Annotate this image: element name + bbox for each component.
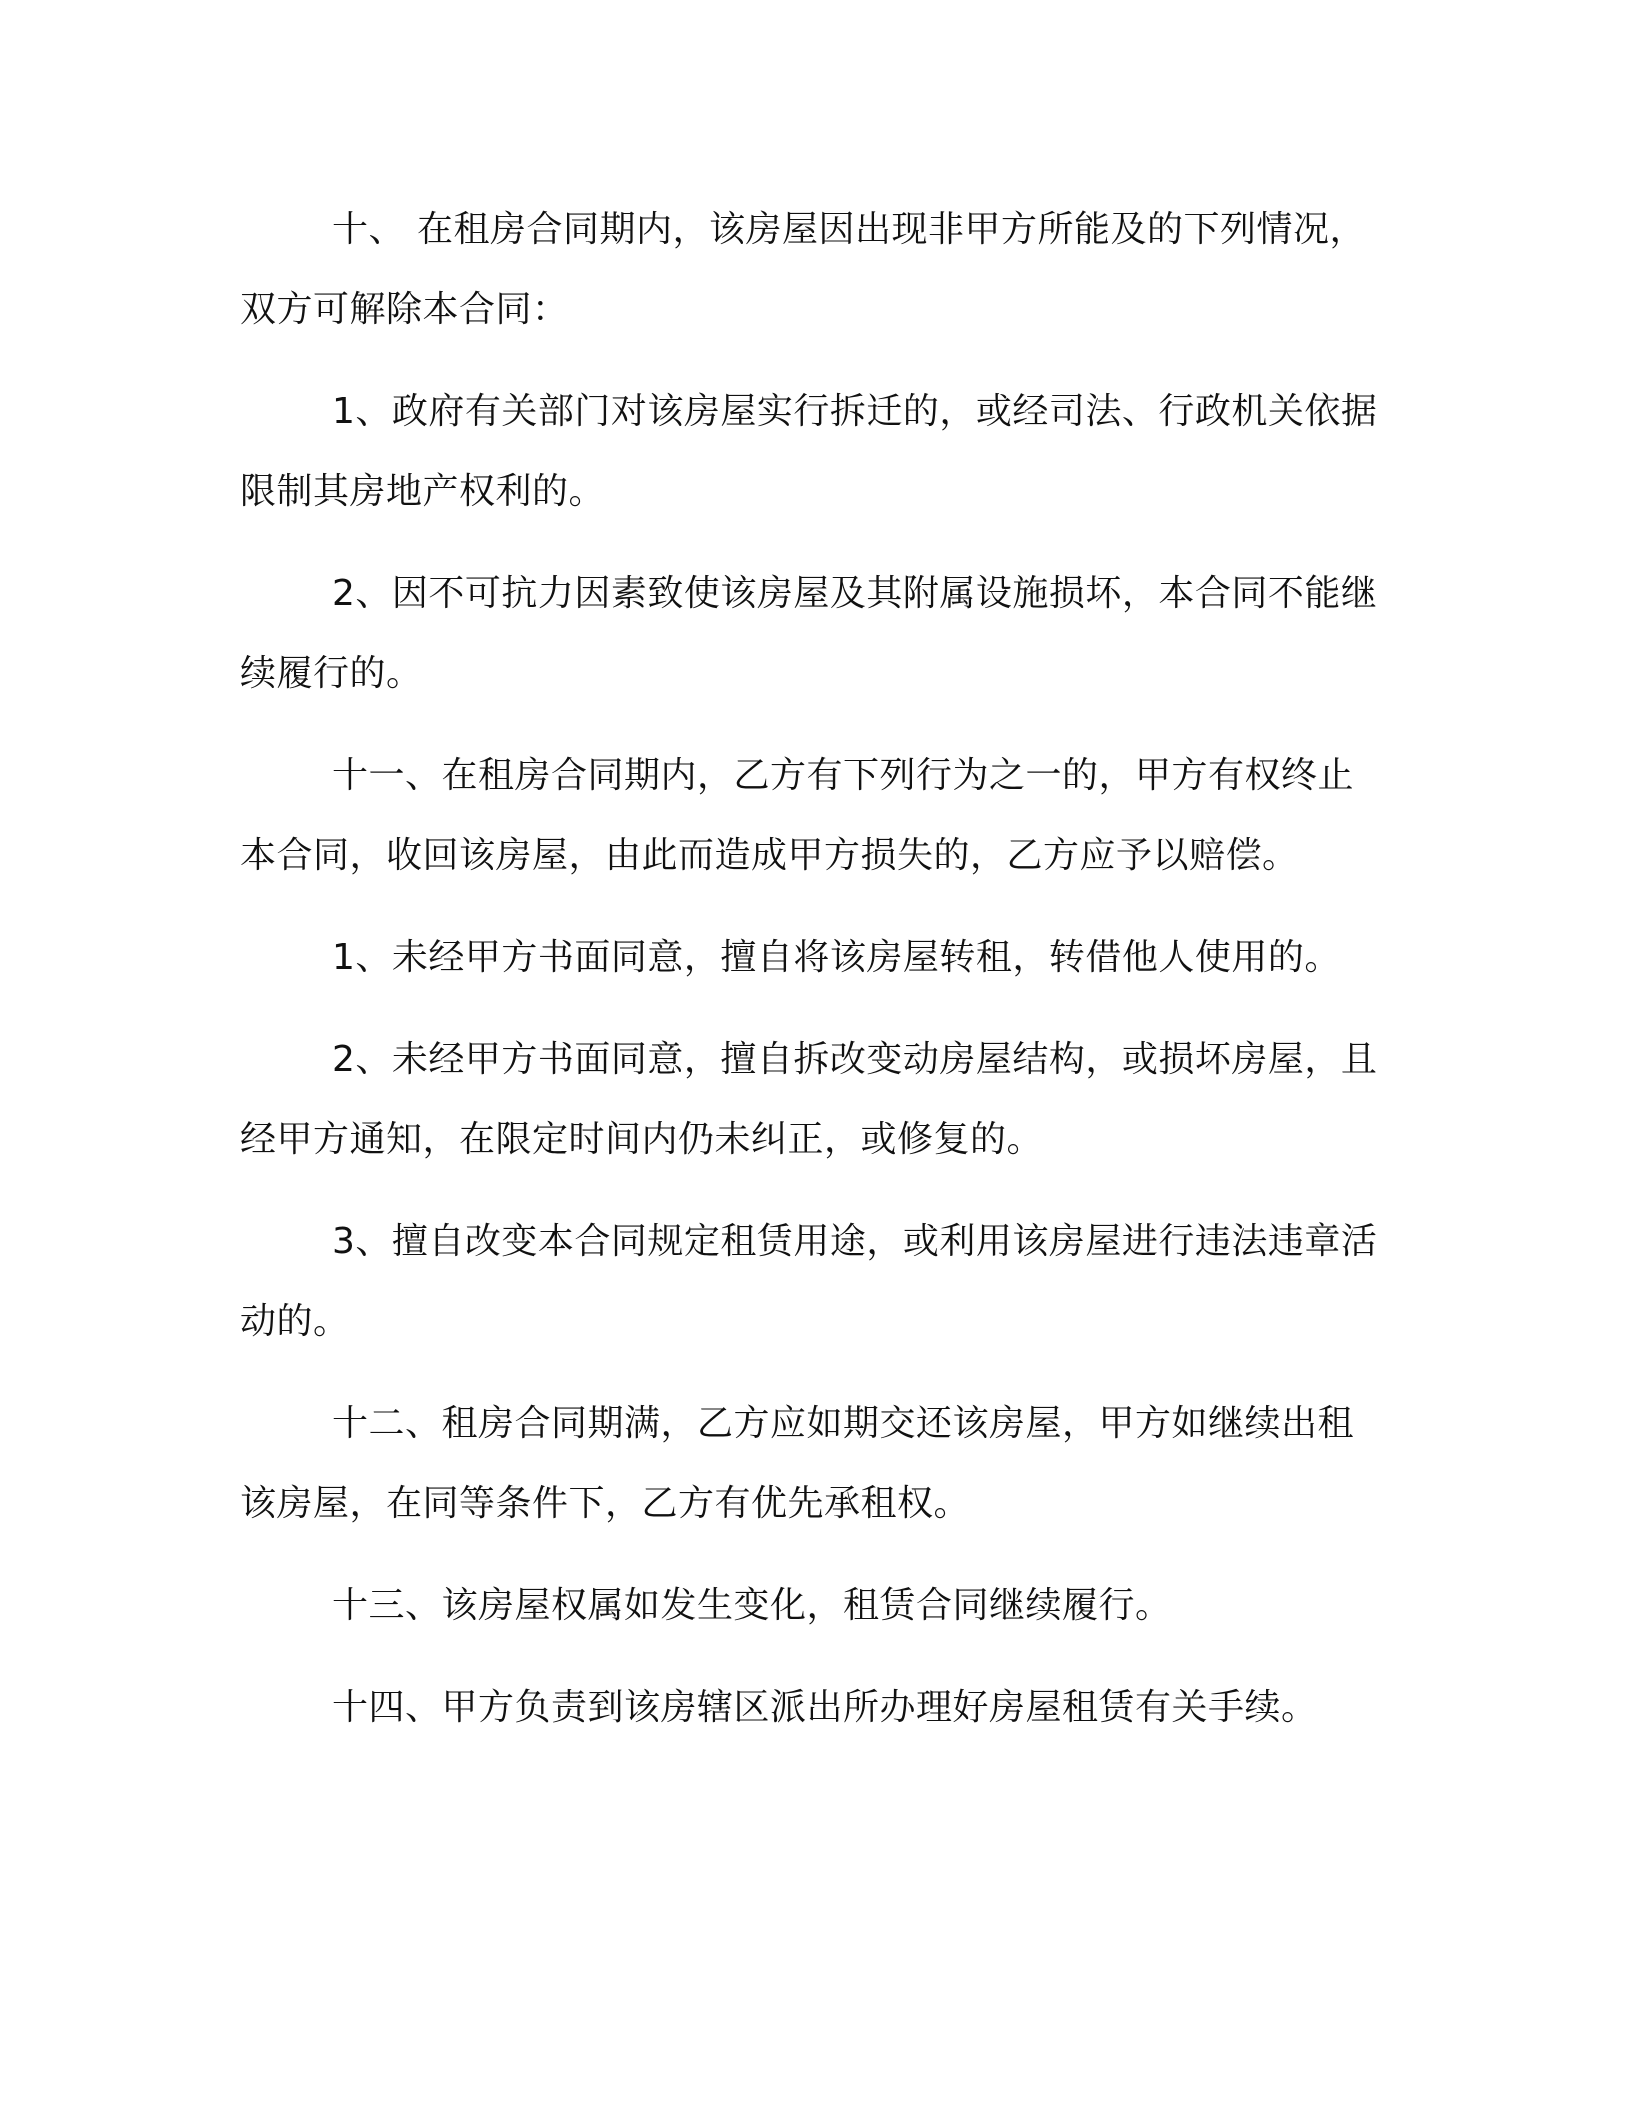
clause-11: 十一、在租房合同期内，乙方有下列行为之一的，甲方有权终止本合同，收回该房屋，由此而造成甲方损失的，乙方应予以赔偿。 xyxy=(240,755,1355,876)
clause-11-item-3: 3、擅自改变本合同规定租赁用途，或利用该房屋进行违法违章活动的。 xyxy=(240,1221,1378,1342)
clause-10: 十、 在租房合同期内，该房屋因出现非甲方所能及的下列情况，双方可解除本合同： xyxy=(240,209,1366,330)
clause-13: 十三、该房屋权属如发生变化，租赁合同继续履行。 xyxy=(332,1585,1172,1626)
clause-11-item-1: 1、未经甲方书面同意，擅自将该房屋转租，转借他人使用的。 xyxy=(332,937,1341,978)
clause-10-item-2: 2、因不可抗力因素致使该房屋及其附属设施损坏，本合同不能继续履行的。 xyxy=(240,573,1378,694)
clause-10-item-1: 1、政府有关部门对该房屋实行拆迁的，或经司法、行政机关依据限制其房地产权利的。 xyxy=(240,391,1378,512)
document-body xyxy=(240,190,1390,1748)
clause-12: 十二、租房合同期满，乙方应如期交还该房屋，甲方如继续出租该房屋，在同等条件下，乙方有优先承租权。 xyxy=(240,1403,1355,1524)
clause-14: 十四、甲方负责到该房辖区派出所办理好房屋租赁有关手续。 xyxy=(332,1687,1318,1728)
clause-11-item-2: 2、未经甲方书面同意，擅自拆改变动房屋结构，或损坏房屋，且经甲方通知，在限定时间内仍未纠正，或修复的。 xyxy=(240,1039,1378,1160)
